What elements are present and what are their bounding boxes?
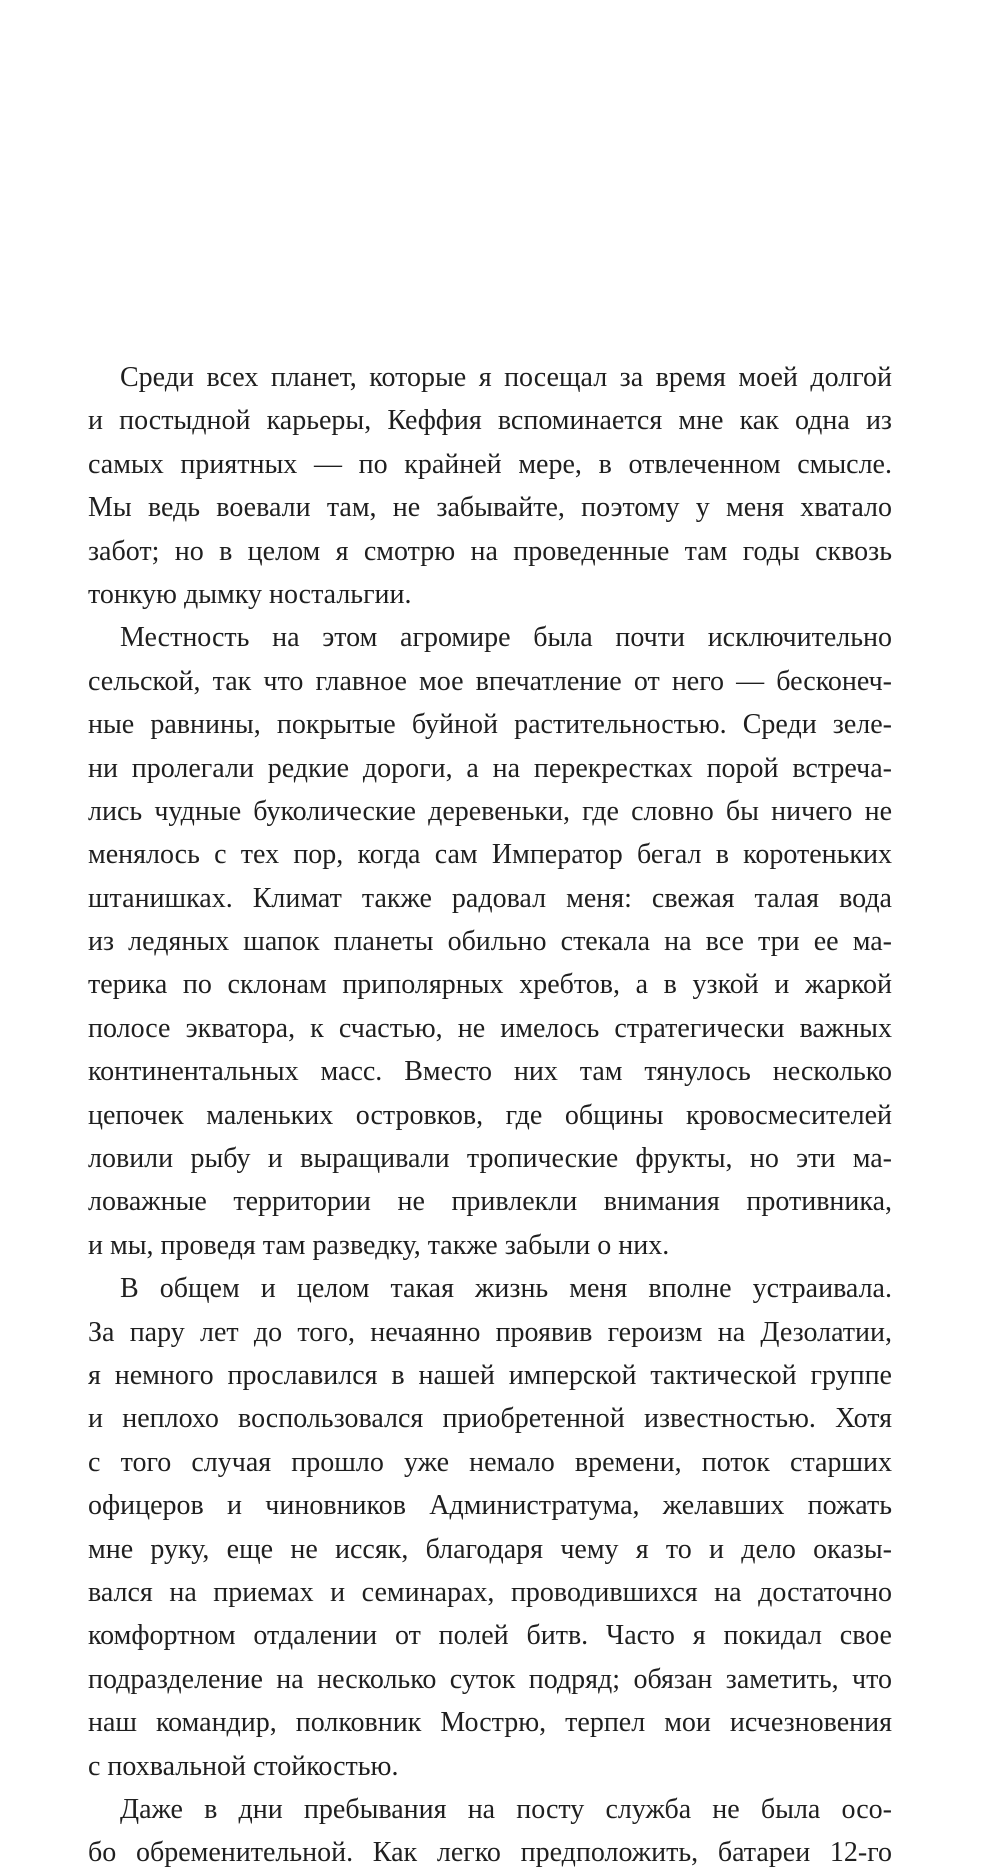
text-line: наш командир, полковник Мострю, терпел мои исчезновения bbox=[88, 1707, 892, 1739]
text-line: из ледяных шапок планеты обильно стекала на все три ее ма- bbox=[88, 926, 892, 958]
text-line: За пару лет до того, нечаянно проявив героизм на Дезолатии, bbox=[88, 1316, 892, 1348]
text-line: Среди всех планет, которые я посещал за время моей долгой bbox=[120, 362, 892, 393]
text-line: комфортном отдалении от полей битв. Часто я покидал свое bbox=[88, 1620, 892, 1652]
paragraph-1 bbox=[88, 356, 892, 616]
text-line: цепочек маленьких островков, где общины кровосмесителей bbox=[88, 1099, 892, 1131]
text-line: Даже в дни пребывания на посту служба не была осо- bbox=[120, 1793, 892, 1825]
paragraph-4 bbox=[88, 1788, 892, 1875]
text-line: лись чудные буколические деревеньки, где словно бы ничего не bbox=[88, 795, 892, 827]
text-line: менялось с тех пор, когда сам Император бегал в коротеньких bbox=[88, 839, 892, 871]
text-line: с похвальной стойкостью. bbox=[88, 1750, 399, 1782]
text-line: Местность на этом агромире была почти исключительно bbox=[120, 622, 892, 654]
text-line: бо обременительной. Как легко предположить, батареи 12-го bbox=[88, 1837, 892, 1869]
text-line: и постыдной карьеры, Кеффия вспоминается мне как одна из bbox=[88, 405, 892, 437]
text-line: и неплохо воспользовался приобретенной известностью. Хотя bbox=[88, 1403, 892, 1435]
text-line: терика по склонам приполярных хребтов, а в узкой и жаркой bbox=[88, 969, 892, 1001]
text-line: ни пролегали редкие дороги, а на перекрестках порой встреча- bbox=[88, 752, 892, 784]
text-line: я немного прославился в нашей имперской тактической группе bbox=[88, 1359, 892, 1391]
text-line: полосе экватора, к счастью, не имелось стратегически важных bbox=[88, 1012, 892, 1044]
text-line: ловажные территории не привлекли внимания противника, bbox=[88, 1186, 892, 1218]
text-line: вался на приемах и семинарах, проводившихся на достаточно bbox=[88, 1576, 892, 1608]
text-line: континентальных масс. Вместо них там тянулось несколько bbox=[88, 1056, 892, 1088]
paragraph-3 bbox=[88, 1267, 892, 1788]
text-line: В общем и целом такая жизнь меня вполне устраивала. bbox=[120, 1273, 892, 1305]
text-line: и мы, проведя там разведку, также забыли о них. bbox=[88, 1229, 670, 1261]
paragraph-2 bbox=[88, 616, 892, 1267]
text-line: подразделение на несколько суток подряд; обязан заметить, что bbox=[88, 1663, 892, 1695]
text-line: сельской, так что главное мое впечатление от него — бесконеч- bbox=[88, 665, 892, 697]
text-line: тонкую дымку ностальгии. bbox=[88, 578, 412, 610]
text-line: с того случая прошло уже немало времени, поток старших bbox=[88, 1446, 892, 1478]
text-line: ловили рыбу и выращивали тропические фрукты, но эти ма- bbox=[88, 1143, 892, 1175]
body-text bbox=[88, 356, 892, 1875]
text-line: забот; но в целом я смотрю на проведенные там годы сквозь bbox=[88, 535, 892, 567]
text-line: ные равнины, покрытые буйной растительностью. Среди зеле- bbox=[88, 709, 892, 741]
text-line: офицеров и чиновников Администратума, желавших пожать bbox=[88, 1490, 892, 1522]
text-line: Мы ведь воевали там, не забывайте, поэтому у меня хватало bbox=[88, 492, 892, 524]
text-line: штанишках. Климат также радовал меня: свежая талая вода bbox=[88, 882, 892, 914]
text-line: самых приятных — по крайней мере, в отвлеченном смысле. bbox=[88, 448, 892, 480]
text-line: мне руку, еще не иссяк, благодаря чему я то и дело оказы- bbox=[88, 1533, 892, 1565]
